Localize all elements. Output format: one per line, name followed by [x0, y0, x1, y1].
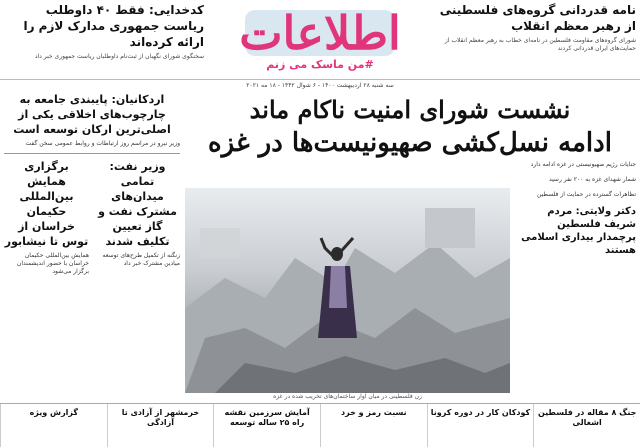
right-item-1[interactable]: جنایات رژیم صهیونیستی در غزه ادامه دارد: [530, 161, 636, 168]
left-col-b-body: زنگنه از تکمیل طرح‌های توسعه میادین مشترک خبر داد: [102, 252, 180, 267]
right-item-3[interactable]: تظاهرات گسترده در حمایت از فلسطین: [536, 191, 636, 198]
left-col-b-title: وزیر نفت: تمامی میدان‌های مشترک نفت و گاز تعیین تکلیف شدند: [98, 160, 177, 248]
left-two-columns: [4, 159, 180, 276]
headline-line-2: ادامه نسل‌کشی صهیونیست‌ها در غزه: [208, 128, 612, 158]
left-column: [4, 92, 180, 276]
header-left-story[interactable]: [4, 2, 204, 61]
left-col-a-title: برگزاری همایش بین‌المللی حکیمان خراسان از توس تا نیشابور: [4, 160, 89, 248]
newspaper-logo: [205, 4, 435, 74]
teaser-3[interactable]: [320, 404, 427, 447]
logo-slogan: #من ماسک می زنم: [266, 58, 374, 71]
teaser-5[interactable]: [107, 404, 214, 447]
masthead: [0, 0, 640, 80]
left-col-a[interactable]: [4, 159, 89, 276]
logo-text: اطلاعات: [239, 6, 401, 60]
header-left-body: سخنگوی شورای نگهبان از ثبت‌نام داوطلبان ریاست جمهوری خبر داد: [34, 53, 204, 60]
left-col-a-body: همایش بین‌المللی حکیمان خراسان با حضور اندیشمندان برگزار می‌شود: [16, 252, 89, 275]
teaser-3-title: نسبت رمز و خرد: [341, 408, 407, 417]
teaser-2-title: کودکان کار در دوره کرونا: [430, 408, 531, 417]
left-top-title[interactable]: اردکانیان: پایبندی جامعه به چارچوب‌های اخلاقی یکی از اصلی‌ترین ارکان توسعه است: [13, 93, 171, 136]
teaser-6[interactable]: [0, 404, 107, 447]
main-headline[interactable]: [185, 94, 635, 160]
teaser-6-title: گزارش ویژه: [29, 408, 79, 417]
photo-caption: زن فلسطینی در میان آوار ساختمان‌های تخریب شده در غزه: [273, 393, 422, 400]
rubble-photo-icon: [185, 188, 510, 393]
teaser-4-title: آمایش سرزمین نقشه راه ۲۵ ساله توسعه: [224, 408, 310, 427]
teaser-2[interactable]: [427, 404, 534, 447]
teaser-5-title: خرمشهر از آزادی تا آزادگی: [121, 408, 200, 427]
main-photo[interactable]: [185, 188, 510, 393]
headline-line-1: نشست شورای امنیت ناکام ماند: [249, 95, 571, 124]
header-right-title: نامه قدردانی گروه‌های فلسطینی از رهبر معظم انقلاب: [439, 3, 636, 33]
teaser-1-title: جنگ ۸ مقاله در فلسطین اشغالی: [537, 408, 637, 427]
header-right-story[interactable]: [436, 2, 636, 53]
right-column: [518, 160, 636, 257]
left-divider: [4, 153, 180, 154]
left-col-b[interactable]: [95, 159, 180, 276]
header-right-body: شورای گروه‌های مقاومت فلسطین در نامه‌ای خطاب به رهبر معظم انقلاب از حمایت‌های ایران قدردانی کردند: [444, 37, 636, 52]
right-column-subheadline[interactable]: دکتر ولایتی: مردم شریف فلسطین پرچمدار بیداری اسلامی هستند: [521, 206, 636, 256]
bottom-teasers: [0, 403, 640, 447]
teaser-4[interactable]: [213, 404, 320, 447]
header-left-title: کدخدایی: فقط ۴۰ داوطلب ریاست جمهوری مدارک لازم را ارائه کرده‌اند: [23, 3, 204, 49]
dateline: سه شنبه ۲۸ اردیبهشت ۱۴۰۰ - ۶ شوال ۱۴۴۲ - ۱۸ مه ۲۰۲۱: [246, 82, 394, 89]
teaser-1[interactable]: [533, 404, 640, 447]
right-item-2[interactable]: شمار شهدای غزه به ۲۰۰ نفر رسید: [548, 176, 636, 183]
left-top-body: وزیر نیرو در مراسم روز ارتباطات و روابط عمومی سخن گفت: [25, 140, 180, 147]
